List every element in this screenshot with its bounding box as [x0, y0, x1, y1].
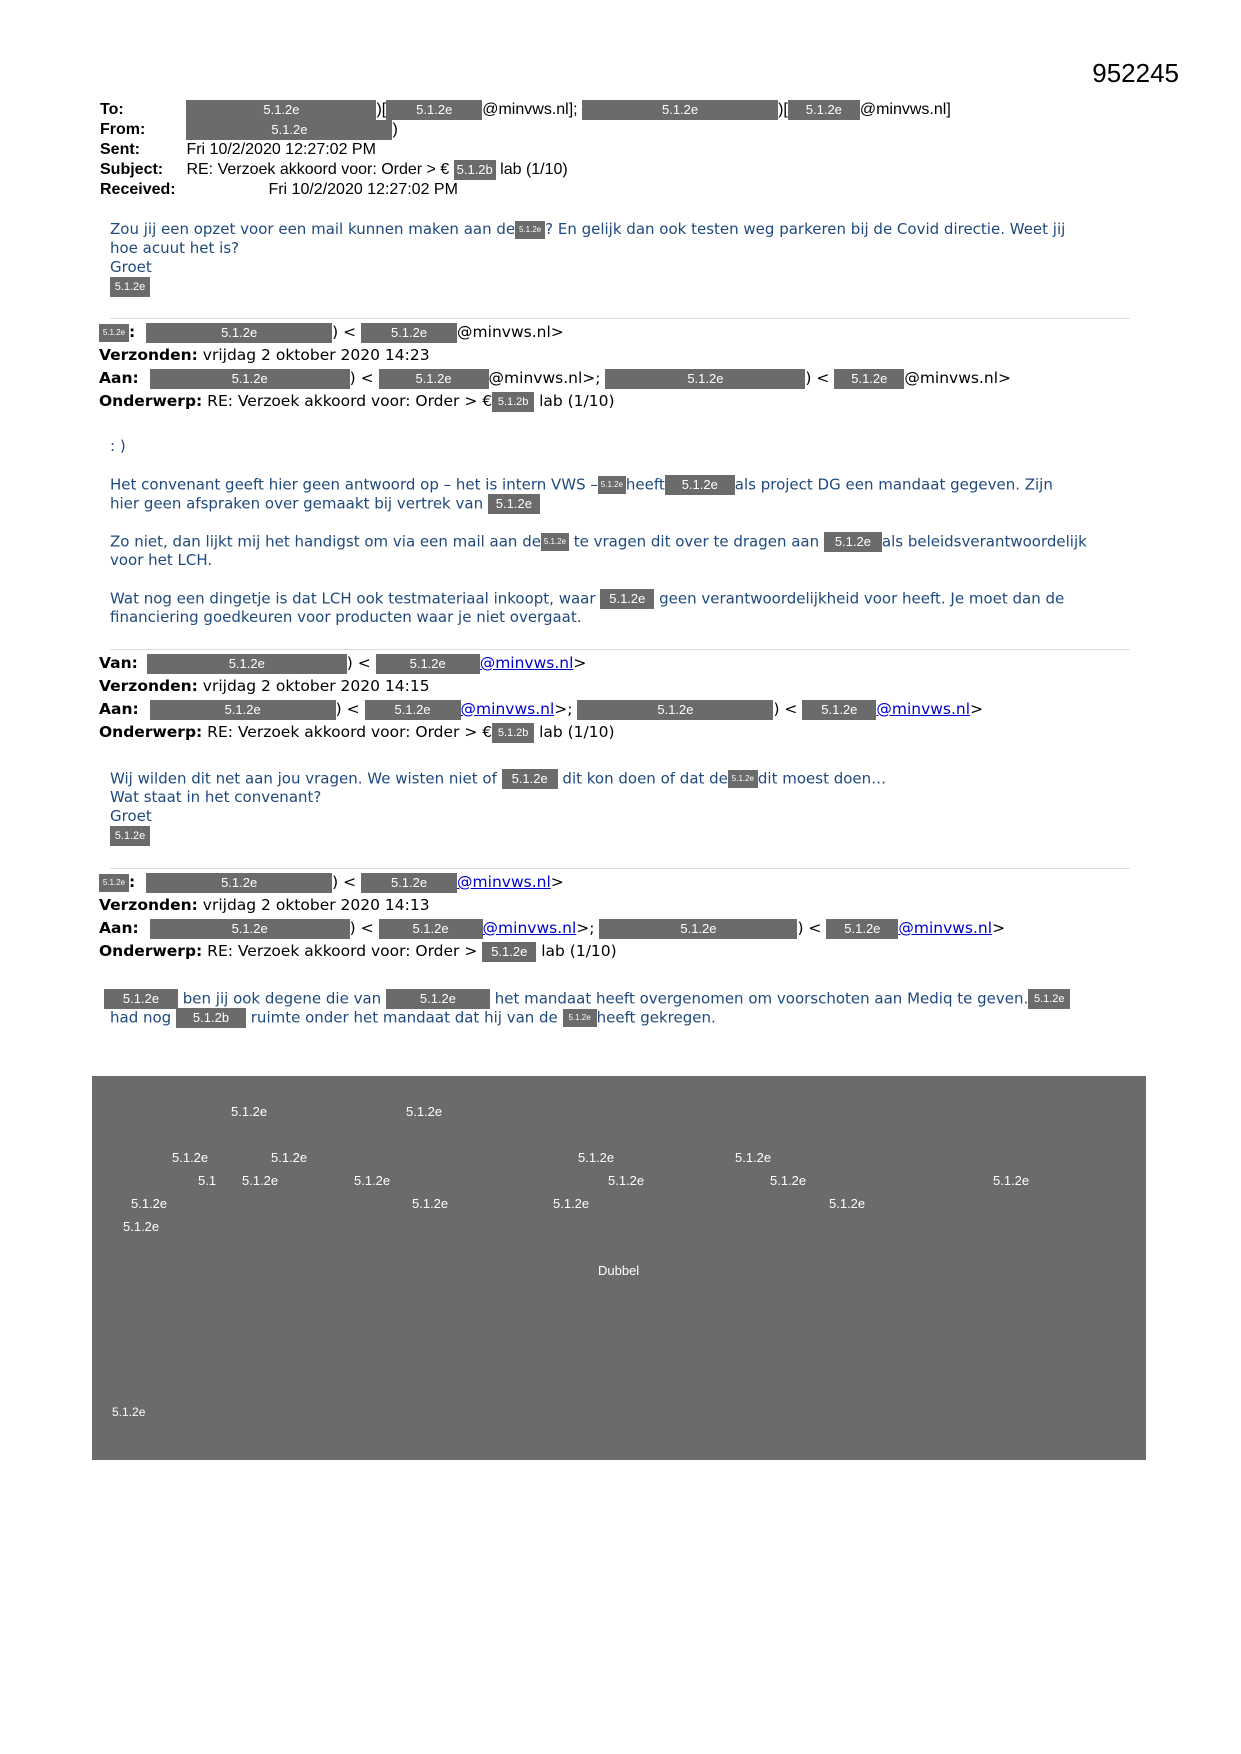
- redaction: 5.1.2e: [599, 919, 797, 939]
- redaction: 5.1.2e: [728, 770, 758, 788]
- document-id: 952245: [1092, 58, 1179, 88]
- separator: ) <: [773, 700, 798, 718]
- msg2-p2-line1: [110, 532, 1087, 552]
- redaction: 5.1.2e: [488, 494, 540, 514]
- email-link[interactable]: @minvws.nl: [898, 919, 993, 937]
- redaction: 5.1.2e: [376, 654, 480, 674]
- hdr3-from-row: [99, 653, 586, 674]
- text: te vragen dit over te dragen aan: [573, 532, 820, 551]
- text: dit kon doen of dat de: [562, 769, 728, 788]
- redaction: 5.1.2b: [492, 392, 534, 412]
- email-domain: @minvws.nl]: [859, 101, 951, 119]
- redaction-label: 5.1.2e: [112, 1405, 146, 1419]
- redaction: 5.1.2e: [802, 700, 876, 720]
- redaction: 5.1.2b: [492, 723, 534, 743]
- redaction-label: 5.1.2e: [271, 1150, 308, 1165]
- redaction: 5.1.2e: [186, 120, 392, 140]
- redaction: 5.1.2e: [365, 700, 461, 720]
- redaction: 5.1.2e: [110, 277, 150, 297]
- separator: ) <: [332, 873, 357, 891]
- msg3-line2: Wat staat in het convenant?: [110, 788, 322, 806]
- msg1-line1: [110, 220, 1065, 239]
- hdr2-sent-row: [99, 345, 430, 365]
- separator: ) <: [346, 654, 371, 672]
- separator: ) <: [805, 369, 830, 387]
- redaction-label: 5.1.2e: [578, 1150, 615, 1165]
- redaction: 5.1.2b: [454, 160, 496, 180]
- redaction: 5.1.2b: [176, 1008, 246, 1028]
- subject-label: Onderwerp:: [99, 942, 203, 960]
- redaction: 5.1.2e: [99, 324, 129, 342]
- redaction: 5.1.2e: [361, 873, 457, 893]
- separator: ) <: [797, 919, 822, 937]
- subject-label: Onderwerp:: [99, 392, 203, 410]
- email-link[interactable]: @minvws.nl: [479, 654, 574, 672]
- separator: ;: [589, 919, 595, 937]
- text: had nog: [110, 1008, 172, 1027]
- msg2-p2-line2: voor het LCH.: [110, 551, 213, 569]
- email-domain: @minvws.nl>;: [488, 369, 601, 387]
- received-label: Received:: [100, 181, 176, 198]
- text: heeft gekregen.: [596, 1008, 716, 1027]
- redaction-label: 5.1.2e: [608, 1173, 645, 1188]
- text: ? En gelijk dan ook testen weg parkeren bij de Covid directie. Weet jij: [545, 220, 1066, 238]
- text: Zo niet, dan lijkt mij het handigst om via een mail aan de: [110, 532, 541, 551]
- redaction: 5.1.2e: [110, 826, 150, 846]
- text: ben jij ook degene die van: [182, 989, 382, 1008]
- text: Zou jij een opzet voor een mail kunnen maken aan de: [110, 220, 516, 238]
- hdr2-to-row: [99, 368, 1011, 389]
- redaction-label: 5.1.2e: [231, 1104, 268, 1119]
- msg2-smile: : ): [110, 437, 126, 455]
- hdr3-subject-row: [99, 722, 615, 743]
- msg1-line2: hoe acuut het is?: [110, 239, 240, 257]
- redaction: 5.1.2e: [1028, 989, 1070, 1009]
- redaction-label: 5.1.2e: [553, 1196, 590, 1211]
- email-domain: @minvws.nl>: [904, 369, 1012, 387]
- sent-value: vrijdag 2 oktober 2020 14:15: [202, 677, 430, 695]
- redaction-label: 5.1.2e: [131, 1196, 168, 1211]
- subject-label: Onderwerp:: [99, 723, 203, 741]
- header-to-row: [100, 100, 951, 120]
- separator: >: [550, 873, 564, 891]
- redaction: 5.1.2e: [104, 989, 178, 1009]
- redaction-label: 5.1: [198, 1173, 217, 1188]
- header-from-row: [100, 120, 398, 140]
- sent-label: Verzonden:: [99, 346, 198, 364]
- redaction: 5.1.2e: [665, 475, 735, 495]
- msg4-line2: [110, 1008, 716, 1028]
- sent-label: Verzonden:: [99, 677, 198, 695]
- separator: >: [576, 919, 590, 937]
- subject-suffix: lab (1/10): [500, 161, 568, 179]
- redaction: 5.1.2e: [146, 323, 332, 343]
- redaction: 5.1.2e: [600, 589, 654, 609]
- redaction-label: 5.1.2e: [412, 1196, 449, 1211]
- msg3-signature: [110, 826, 150, 846]
- to-label: Aan:: [99, 369, 139, 387]
- redaction-label: 5.1.2e: [406, 1104, 443, 1119]
- separator: >: [573, 654, 587, 672]
- redaction: 5.1.2e: [99, 874, 129, 892]
- hdr2-subject-row: [99, 391, 615, 412]
- redaction-label: 5.1.2e: [354, 1173, 391, 1188]
- msg2-p3-line2: financiering goedkeuren voor producten waar je niet overgaat.: [110, 608, 582, 626]
- redaction: 5.1.2e: [150, 919, 350, 939]
- subject-prefix: RE: Verzoek akkoord voor: Order > €: [207, 392, 493, 410]
- block-label: Dubbel: [598, 1263, 640, 1278]
- separator: )[: [778, 101, 788, 119]
- hdr4-subject-row: [99, 941, 617, 962]
- redaction: 5.1.2e: [605, 369, 805, 389]
- separator: :: [129, 323, 136, 341]
- redaction: 5.1.2e: [146, 873, 332, 893]
- text: als beleidsverantwoordelijk: [881, 532, 1087, 551]
- separator: >: [554, 700, 568, 718]
- text: heeft: [625, 475, 665, 494]
- separator: )[: [376, 101, 387, 119]
- redaction-label: 5.1.2e: [770, 1173, 807, 1188]
- subject-suffix: lab (1/10): [541, 942, 617, 960]
- redaction: 5.1.2e: [834, 369, 904, 389]
- subject-prefix: RE: Verzoek akkoord voor: Order >: [207, 942, 478, 960]
- subject-suffix: lab (1/10): [539, 392, 615, 410]
- separator: ) <: [332, 323, 357, 341]
- header-sent-row: [100, 140, 376, 160]
- separator-line: [110, 868, 1130, 869]
- redaction: 5.1.2e: [150, 369, 350, 389]
- redaction: 5.1.2e: [482, 942, 536, 962]
- redaction: 5.1.2e: [147, 654, 347, 674]
- text: het mandaat heeft overgenomen om voorschoten aan Mediq te geven.: [494, 989, 1029, 1008]
- text: ruimte onder het mandaat dat hij van de: [250, 1008, 558, 1027]
- separator: >: [970, 700, 984, 718]
- redaction: 5.1.2e: [150, 700, 336, 720]
- hdr3-sent-row: [99, 676, 430, 696]
- email-link[interactable]: @minvws.nl: [876, 700, 971, 718]
- redaction: 5.1.2e: [577, 700, 773, 720]
- redaction: 5.1.2e: [379, 919, 483, 939]
- separator-line: [110, 318, 1130, 319]
- sent-label: Sent:: [100, 141, 140, 158]
- to-label: Aan:: [99, 919, 139, 937]
- text: Wij wilden dit net aan jou vragen. We wisten niet of: [110, 769, 497, 788]
- text: als project DG een mandaat gegeven. Zijn: [734, 475, 1053, 494]
- redaction: 5.1.2e: [386, 100, 482, 120]
- text: Het convenant geeft hier geen antwoord op – het is intern VWS –: [110, 475, 598, 494]
- subject-suffix: lab (1/10): [539, 723, 615, 741]
- sent-value: vrijdag 2 oktober 2020 14:13: [202, 896, 430, 914]
- redaction: 5.1.2e: [788, 100, 860, 120]
- redaction-label: 5.1.2e: [735, 1150, 772, 1165]
- separator: ) <: [349, 919, 374, 937]
- msg2-p1-line1: [110, 475, 1053, 495]
- msg1-signature: [110, 277, 150, 297]
- text: Wat nog een dingetje is dat LCH ook testmateriaal inkoopt, waar: [110, 589, 596, 608]
- header-subject-row: [100, 160, 568, 180]
- sent-value: vrijdag 2 oktober 2020 14:23: [202, 346, 430, 364]
- header-received-row: [100, 180, 458, 200]
- from-label: From:: [100, 121, 146, 139]
- sent-label: Verzonden:: [99, 896, 198, 914]
- separator: ) <: [335, 700, 360, 718]
- subject-label: Subject:: [100, 161, 164, 179]
- msg3-line1: [110, 769, 886, 789]
- redaction: 5.1.2e: [826, 919, 898, 939]
- text: dit moest doen…: [757, 769, 887, 788]
- to-label: To:: [100, 101, 124, 119]
- redaction: 5.1.2e: [386, 989, 490, 1009]
- redaction-label: 5.1.2e: [829, 1196, 866, 1211]
- redaction-label: 5.1.2e: [242, 1173, 279, 1188]
- msg4-line1: [104, 989, 1070, 1009]
- redaction: 5.1.2e: [502, 769, 558, 789]
- separator: :: [129, 873, 136, 891]
- msg2-p3-line1: [110, 589, 1064, 609]
- separator-line: [110, 649, 1130, 650]
- separator: ): [392, 121, 398, 139]
- redaction-label: 5.1.2e: [123, 1219, 160, 1234]
- email-domain: @minvws.nl>: [457, 323, 564, 341]
- email-link[interactable]: @minvws.nl: [482, 919, 577, 937]
- email-link[interactable]: @minvws.nl: [457, 873, 551, 891]
- hdr3-to-row: [99, 699, 983, 720]
- redaction-label: 5.1.2e: [172, 1150, 209, 1165]
- subject-prefix: RE: Verzoek akkoord voor: Order > €: [207, 723, 493, 741]
- received-value: Fri 10/2/2020 12:27:02 PM: [268, 181, 458, 198]
- redaction: 5.1.2e: [541, 533, 569, 551]
- from-label: Van:: [99, 654, 138, 672]
- to-label: Aan:: [99, 700, 139, 718]
- redaction: 5.1.2e: [379, 369, 489, 389]
- hdr4-sent-row: [99, 895, 430, 915]
- email-domain: @minvws.nl];: [482, 101, 578, 119]
- redaction: 5.1.2e: [582, 100, 778, 120]
- separator: ) <: [349, 369, 374, 387]
- redaction: 5.1.2e: [598, 476, 626, 494]
- separator: ;: [567, 700, 573, 718]
- redaction: 5.1.2e: [515, 221, 545, 239]
- hdr4-from-row: [99, 872, 564, 893]
- redaction: 5.1.2e: [824, 532, 882, 552]
- subject-prefix: RE: Verzoek akkoord voor: Order > €: [186, 161, 450, 179]
- separator: >: [992, 919, 1006, 937]
- redaction: 5.1.2e: [563, 1009, 597, 1027]
- hdr4-to-row: [99, 918, 1005, 939]
- msg3-greeting: Groet: [110, 807, 152, 825]
- redacted-block: [92, 1076, 1146, 1460]
- text: hier geen afspraken over gemaakt bij vertrek van: [110, 494, 484, 513]
- msg2-p1-line2: [110, 494, 540, 514]
- text: geen verantwoordelijkheid voor heeft. Je moet dan de: [659, 589, 1065, 608]
- redaction: 5.1.2e: [186, 100, 376, 120]
- msg1-greeting: Groet: [110, 258, 152, 276]
- email-link[interactable]: @minvws.nl: [460, 700, 555, 718]
- hdr2-from-row: [99, 322, 564, 343]
- redaction: 5.1.2e: [361, 323, 457, 343]
- redaction-label: 5.1.2e: [993, 1173, 1030, 1188]
- sent-value: Fri 10/2/2020 12:27:02 PM: [186, 141, 376, 158]
